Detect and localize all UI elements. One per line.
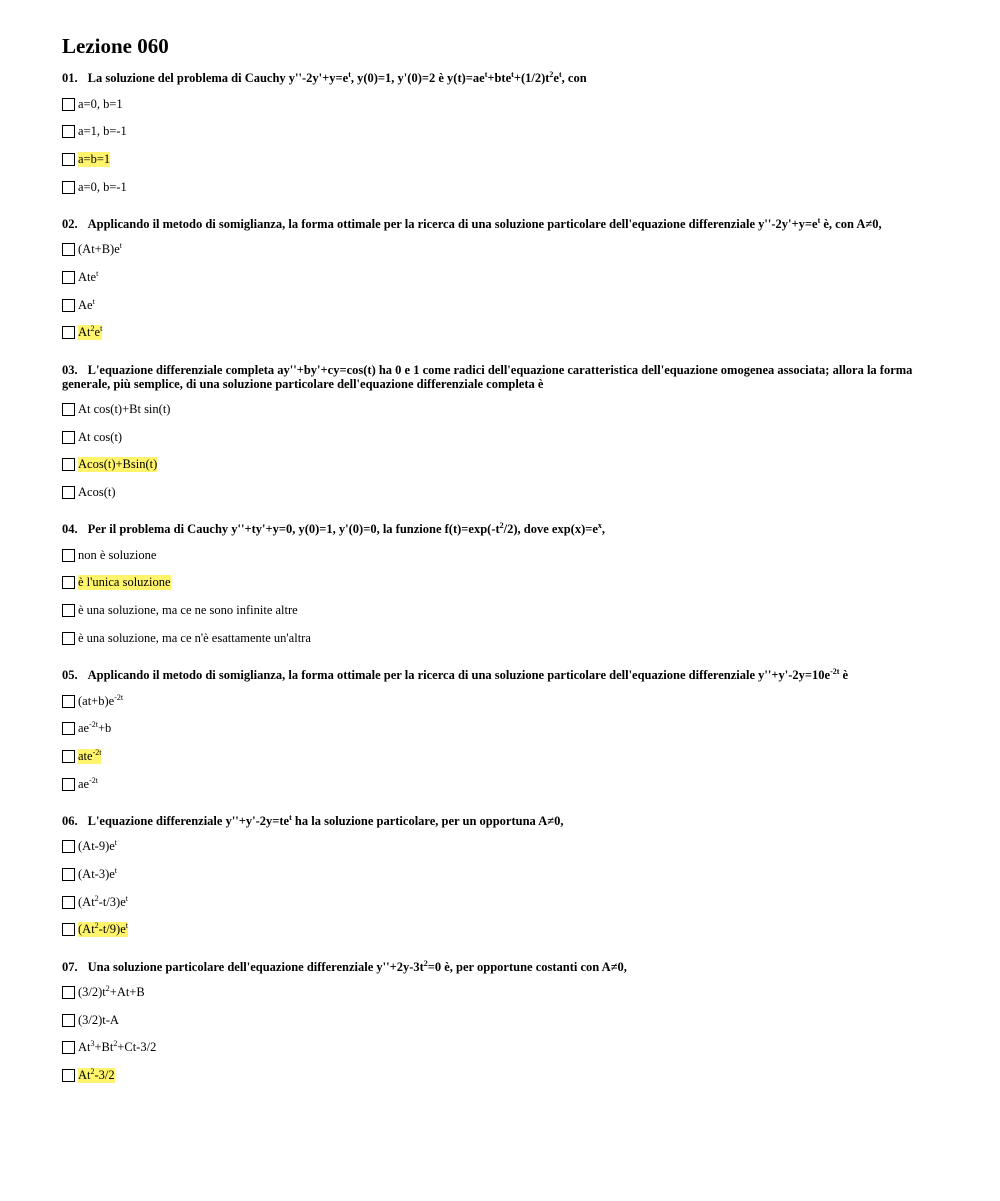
answer-option[interactable] <box>62 269 942 285</box>
answer-option[interactable] <box>62 485 942 501</box>
answer-option[interactable] <box>62 124 942 140</box>
answer-text-highlighted: Acos(t)+Bsin(t) <box>78 457 158 472</box>
question-block <box>62 814 942 960</box>
question-text <box>62 668 942 682</box>
question-text <box>62 363 942 391</box>
answer-text-highlighted: a=b=1 <box>78 151 111 166</box>
answer-option[interactable] <box>62 630 942 646</box>
answer-checkbox[interactable] <box>62 271 75 284</box>
answer-option[interactable] <box>62 429 942 445</box>
answer-text: $(3/2)t^2+At+B$ <box>78 984 145 999</box>
quiz-page <box>62 34 942 1095</box>
question-number: 06. <box>62 813 78 828</box>
answer-checkbox[interactable] <box>62 403 75 416</box>
answer-checkbox[interactable] <box>62 576 75 589</box>
answer-option[interactable] <box>62 1068 942 1084</box>
page-title: Lezione 060 <box>62 34 169 58</box>
answer-checkbox[interactable] <box>62 750 75 763</box>
answer-checkbox[interactable] <box>62 722 75 735</box>
question-list <box>62 71 942 1084</box>
answer-text-highlighted: $At^2e^t$ <box>78 324 103 340</box>
answer-text-highlighted: è l'unica soluzione <box>78 575 171 590</box>
answer-option[interactable] <box>62 297 942 313</box>
answer-option[interactable] <box>62 575 942 591</box>
answer-checkbox[interactable] <box>62 549 75 562</box>
answer-text-highlighted: $(At^2-t/9)e^t$ <box>78 921 128 937</box>
answer-checkbox[interactable] <box>62 458 75 471</box>
answer-option[interactable] <box>62 96 942 112</box>
answer-checkbox[interactable] <box>62 1014 75 1027</box>
answer-checkbox[interactable] <box>62 125 75 138</box>
answer-option[interactable] <box>62 894 942 910</box>
answer-text: $At^3+Bt^2+Ct-3/2$ <box>78 1039 157 1055</box>
answer-checkbox[interactable] <box>62 153 75 166</box>
question-text <box>62 814 942 828</box>
answer-text: a=1, b=-1 <box>78 124 127 139</box>
question-number: 04. <box>62 522 78 537</box>
answer-text: $ae^{-2t}$ <box>78 775 98 791</box>
question-number: 03. <box>62 362 78 377</box>
answer-option[interactable] <box>62 721 942 737</box>
answer-checkbox[interactable] <box>62 326 75 339</box>
answer-text: $(At-9)e^t$ <box>78 838 118 854</box>
answer-text: Ate$^t$ <box>78 268 99 284</box>
answer-text: At cos(t)+Bt sin(t) <box>78 402 171 416</box>
answer-option[interactable] <box>62 402 942 418</box>
answer-option[interactable] <box>62 151 942 167</box>
question-spacer <box>62 658 942 668</box>
question-spacer <box>62 207 942 217</box>
answer-checkbox[interactable] <box>62 98 75 111</box>
question-text <box>62 522 942 536</box>
answer-text: $(At+B)e^t$ <box>78 241 122 257</box>
question-block <box>62 71 942 217</box>
answer-text: a=0, b=-1 <box>78 179 127 194</box>
question-body: Per il problema di Cauchy y''+ty'+y=0, y(0)=1, y'(0)=0, la funzione $f(t)=\exp(-t^2/2)$, dove $\exp(x)=e^x$, <box>87 521 606 537</box>
answer-checkbox[interactable] <box>62 243 75 256</box>
question-block <box>62 668 942 814</box>
answer-text: $(At-3)e^t$ <box>78 865 118 881</box>
answer-text: non è soluzione <box>78 547 157 562</box>
question-body: L'equazione differenziale completa ay''+by'+cy=cos(t) ha 0 e 1 come radici dell'equazione caratteristica dell'equazione omogenea associata; allora la forma generale, più semplice, di una soluzione particolare dell'equazione differenziale completa è <box>62 362 913 391</box>
answer-text: è una soluzione, ma ce ne sono infinite altre <box>78 603 298 618</box>
answer-checkbox[interactable] <box>62 923 75 936</box>
answer-option[interactable] <box>62 985 942 1001</box>
answer-checkbox[interactable] <box>62 1069 75 1082</box>
question-number: 05. <box>62 668 78 682</box>
answer-checkbox[interactable] <box>62 299 75 312</box>
answer-checkbox[interactable] <box>62 868 75 881</box>
answer-option[interactable] <box>62 693 942 709</box>
answer-option[interactable] <box>62 866 942 882</box>
question-block <box>62 363 942 523</box>
answer-text: a=0, b=1 <box>78 96 123 111</box>
answer-option[interactable] <box>62 603 942 619</box>
answer-checkbox[interactable] <box>62 486 75 499</box>
answer-option[interactable] <box>62 547 942 563</box>
answer-checkbox[interactable] <box>62 695 75 708</box>
answer-checkbox[interactable] <box>62 604 75 617</box>
question-body: La soluzione del problema di Cauchy $y''-2y'+y=e^t$, y(0)=1, y'(0)=2 è $y(t)=ae^t+bte^t+(1/2)t^2e^t$, con <box>87 70 587 85</box>
question-body: L'equazione differenziale $y''+y'-2y=te^t$ ha la soluzione particolare, per un opportuna A≠0, <box>87 812 564 828</box>
answer-text-highlighted: At$^2$-3/2 <box>78 1067 115 1083</box>
question-block <box>62 522 942 668</box>
question-number: 02. <box>62 216 78 231</box>
question-text <box>62 960 942 974</box>
answer-text: Acos(t) <box>78 485 116 500</box>
question-body: Applicando il metodo di somiglianza, la forma ottimale per la ricerca di una soluzione particolare dell'equazione differenziale $y''+y'-2y=10e^{-2t}$ è <box>87 667 849 682</box>
answer-checkbox[interactable] <box>62 840 75 853</box>
answer-option[interactable] <box>62 1040 942 1056</box>
question-body: Una soluzione particolare dell'equazione differenziale $y''+2y-3t^2=0$ è, per opportune costanti con A≠0, <box>87 958 627 974</box>
answer-text: $(At^2-t/3)e^t$ <box>78 893 128 909</box>
answer-option[interactable] <box>62 776 942 792</box>
question-text <box>62 71 942 85</box>
answer-checkbox[interactable] <box>62 1041 75 1054</box>
question-block <box>62 960 942 1084</box>
answer-option[interactable] <box>62 325 942 341</box>
question-block <box>62 217 942 363</box>
answer-text: $(at+b)e^{-2t}$ <box>78 692 124 708</box>
answer-option[interactable] <box>62 839 942 855</box>
answer-option[interactable] <box>62 1012 942 1028</box>
question-text <box>62 217 942 231</box>
answer-text: $ae^{-2t}+b$ <box>78 720 112 736</box>
answer-text-highlighted: ate$^{-2t}$ <box>78 747 102 763</box>
answer-option[interactable] <box>62 748 942 764</box>
answer-checkbox[interactable] <box>62 896 75 909</box>
answer-text: è una soluzione, ma ce n'è esattamente un'altra <box>78 630 311 645</box>
question-number: 01. <box>62 71 78 85</box>
question-body: Applicando il metodo di somiglianza, la forma ottimale per la ricerca di una soluzione particolare dell'equazione differenziale $y''-2y'+y=e^t$ è, con A≠0, <box>87 215 882 231</box>
answer-checkbox[interactable] <box>62 431 75 444</box>
answer-text: (3/2)t-A <box>78 1012 119 1027</box>
answer-text: Ae$^t$ <box>78 296 95 312</box>
answer-checkbox[interactable] <box>62 986 75 999</box>
answer-option[interactable] <box>62 179 942 195</box>
answer-checkbox[interactable] <box>62 778 75 791</box>
answer-option[interactable] <box>62 242 942 258</box>
answer-option[interactable] <box>62 457 942 473</box>
question-spacer <box>62 950 942 960</box>
question-spacer <box>62 353 942 363</box>
answer-option[interactable] <box>62 922 942 938</box>
answer-checkbox[interactable] <box>62 181 75 194</box>
answer-checkbox[interactable] <box>62 632 75 645</box>
answer-text: At cos(t) <box>78 429 123 444</box>
question-number: 07. <box>62 959 78 974</box>
question-spacer <box>62 804 942 814</box>
